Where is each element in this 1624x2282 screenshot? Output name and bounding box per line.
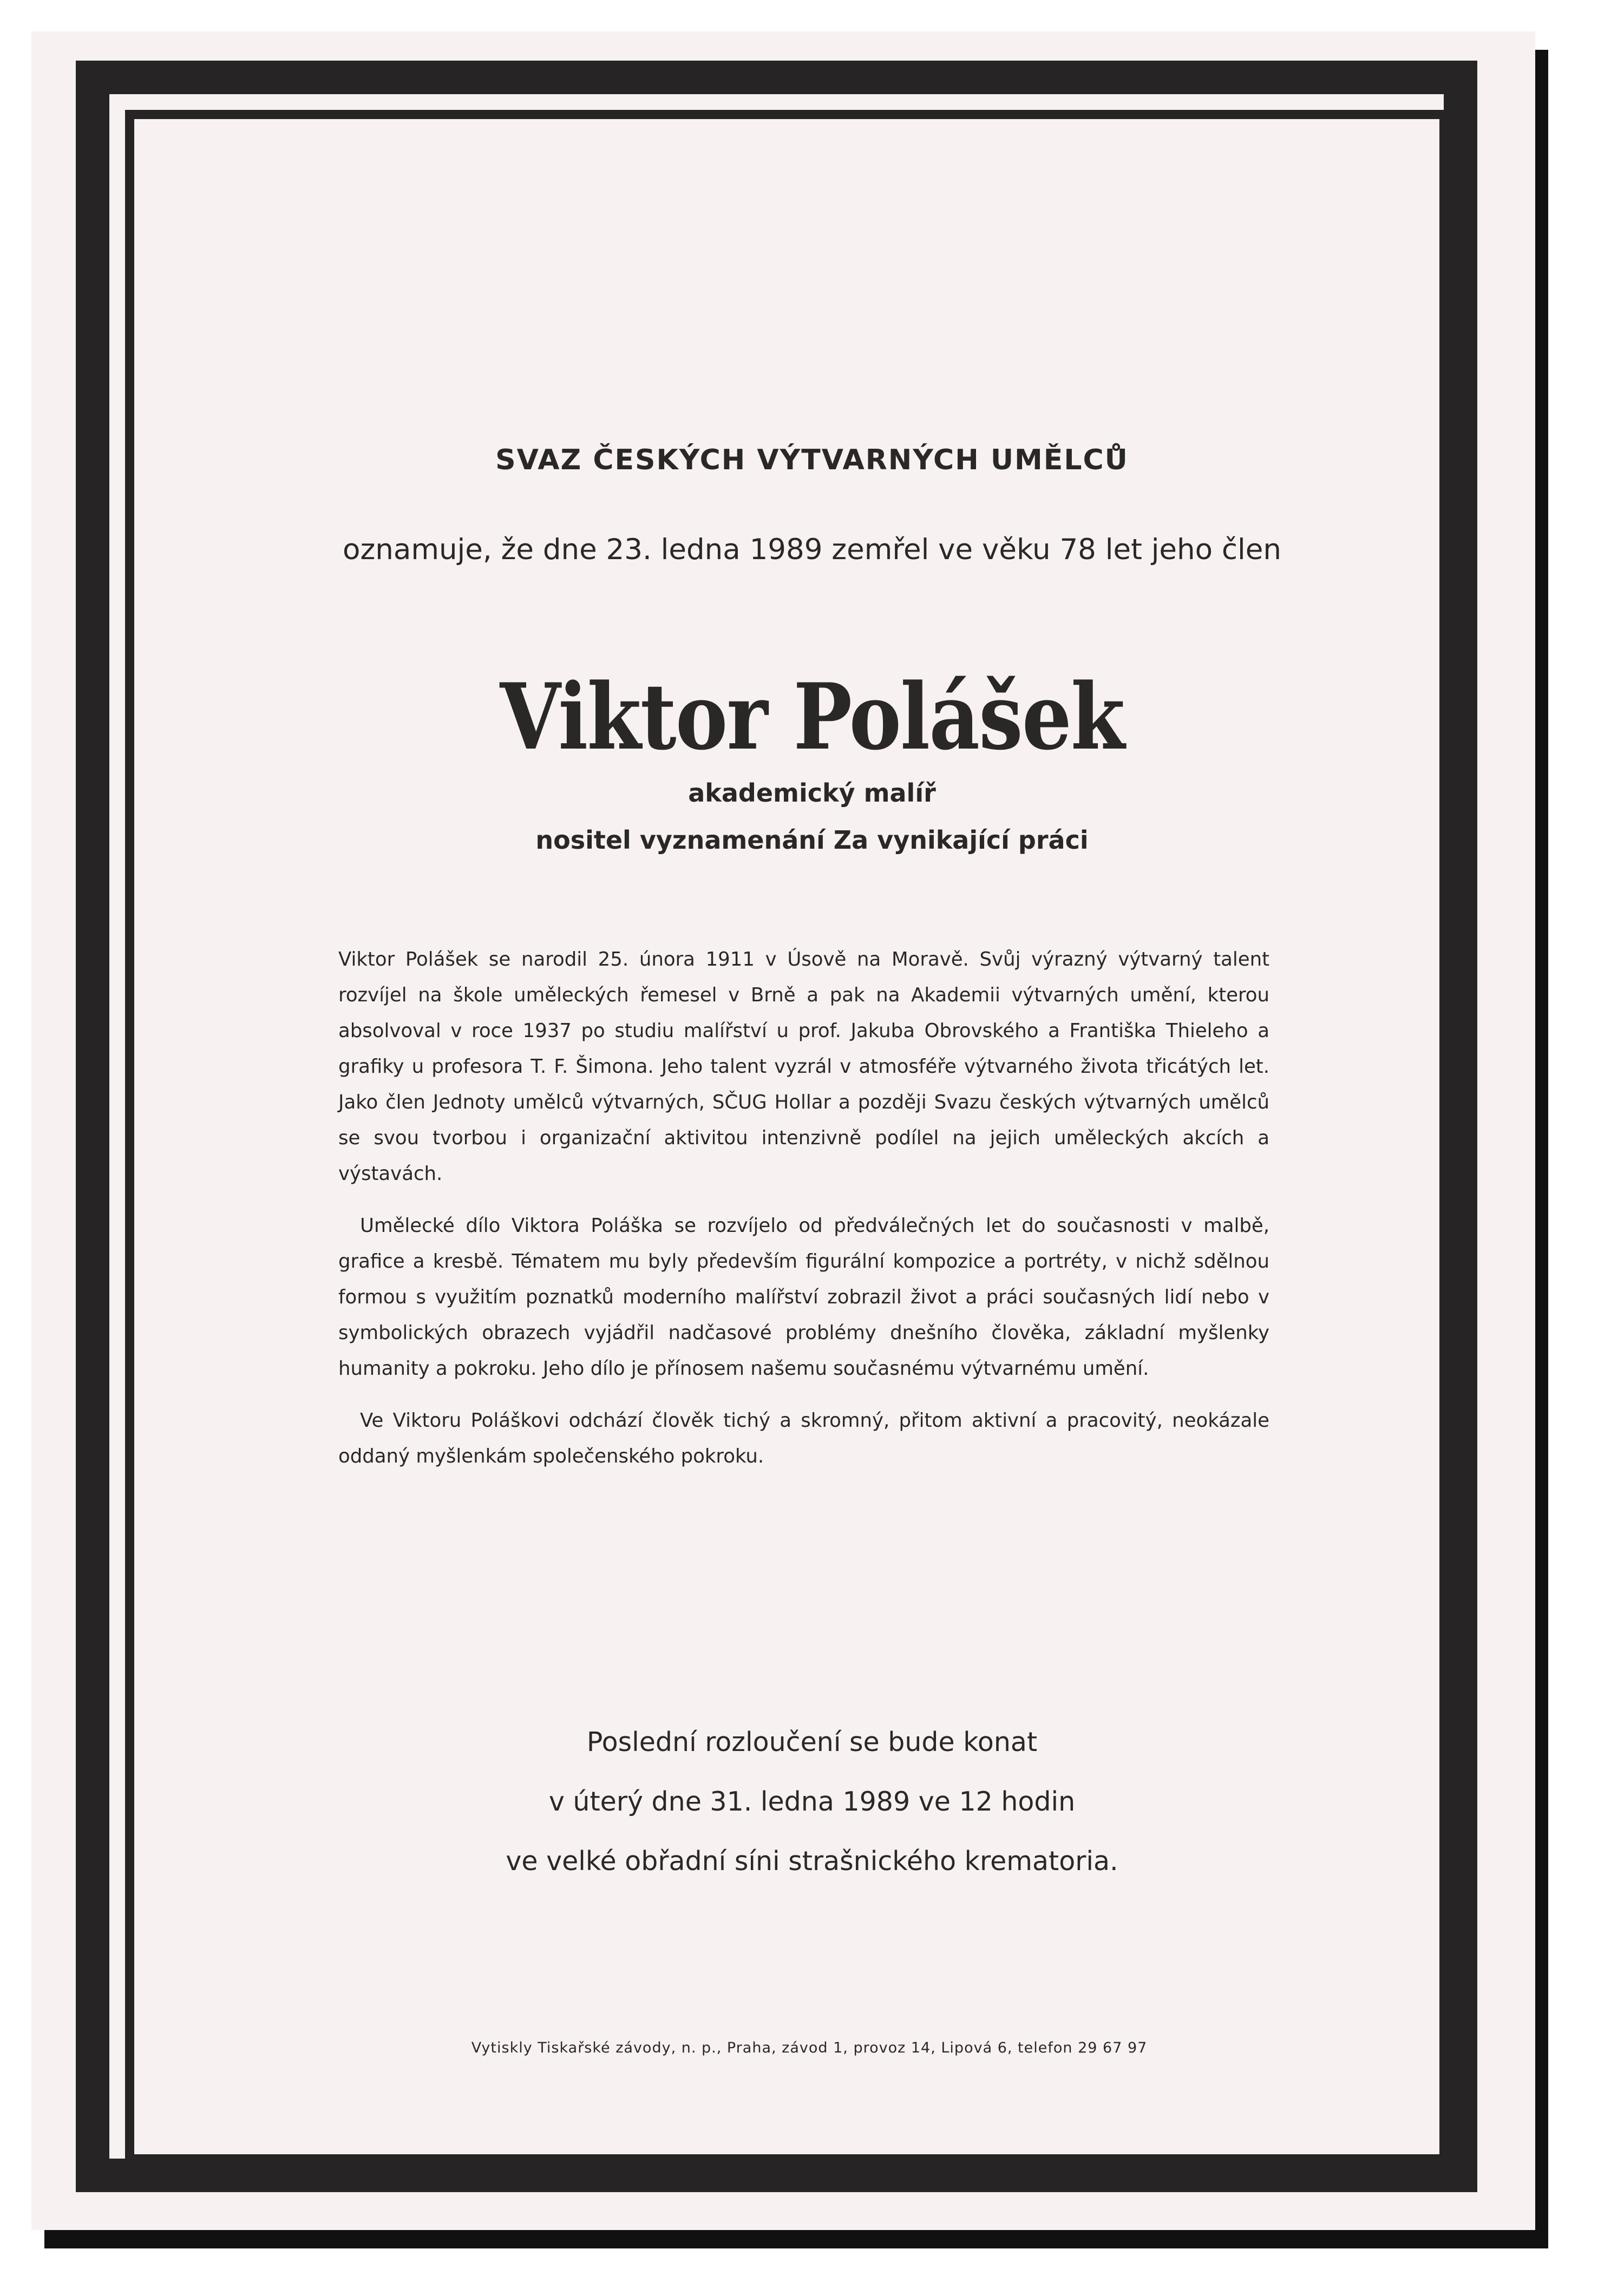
biography-paragraph: Umělecké dílo Viktora Poláška se rozvíjelo od předválečných let do současnosti v malbě, grafice a kresbě. Tématem mu byly především figurální kompozice a portréty, v nichž sdělnou formou s využitím poznatků moderního malířství zobrazil život a práci současných lidí nebo v symbolických obrazech vyjádřil nadčasové problémy dnešního člověka, základní myšlenky humanity a pokroku. Jeho dílo je přínosem našemu současnému výtvarnému umění.	[338, 1215, 1269, 1380]
deceased-award: nositel vyznamenání Za vynikající práci	[535, 825, 1089, 855]
deceased-title: akademický malíř	[688, 778, 936, 808]
funeral-location: ve velké obřadní síni strašnického krematoria.	[506, 1846, 1118, 1877]
deceased-name: Viktor Polášek	[500, 663, 1124, 770]
announcement-line: oznamuje, že dne 23. ledna 1989 zemřel ve věku 78 let jeho člen	[343, 533, 1281, 566]
funeral-date: v úterý dne 31. ledna 1989 ve 12 hodin	[548, 1786, 1076, 1817]
printer-imprint: Vytiskly Tiskařské závody, n. p., Praha, závod 1, provoz 14, Lipová 6, telefon 29 67 97	[471, 2040, 1148, 2056]
biography-text	[338, 942, 1269, 1491]
biography-paragraph: Viktor Polášek se narodil 25. února 1911 v Úsově na Moravě. Svůj výrazný výtvarný talent rozvíjel na škole uměleckých řemesel v Brně a pak na Akademii výtvarných umění, kterou absolvoval v roce 1937 po studiu malířství u prof. Jakuba Obrovského a Františka Thieleho a grafiky u profesora T. F. Šimona. Jeho talent vyzrál v atmosféře výtvarného života třicátých let. Jako člen Jednoty umělců výtvarných, SČUG Hollar a později Svazu českých výtvarných umělců se svou tvorbou i organizační aktivitou intenzivně podílel na jejich uměleckých akcích a výstavách.	[338, 948, 1269, 1185]
organization-name: SVAZ ČESKÝCH VÝTVARNÝCH UMĚLCŮ	[495, 444, 1129, 476]
funeral-announcement: Poslední rozloučení se bude konat	[586, 1727, 1038, 1758]
biography-paragraph: Ve Viktoru Poláškovi odchází člověk tichý a skromný, přitom aktivní a pracovitý, neokázale oddaný myšlenkám společenského pokroku.	[338, 1409, 1269, 1467]
